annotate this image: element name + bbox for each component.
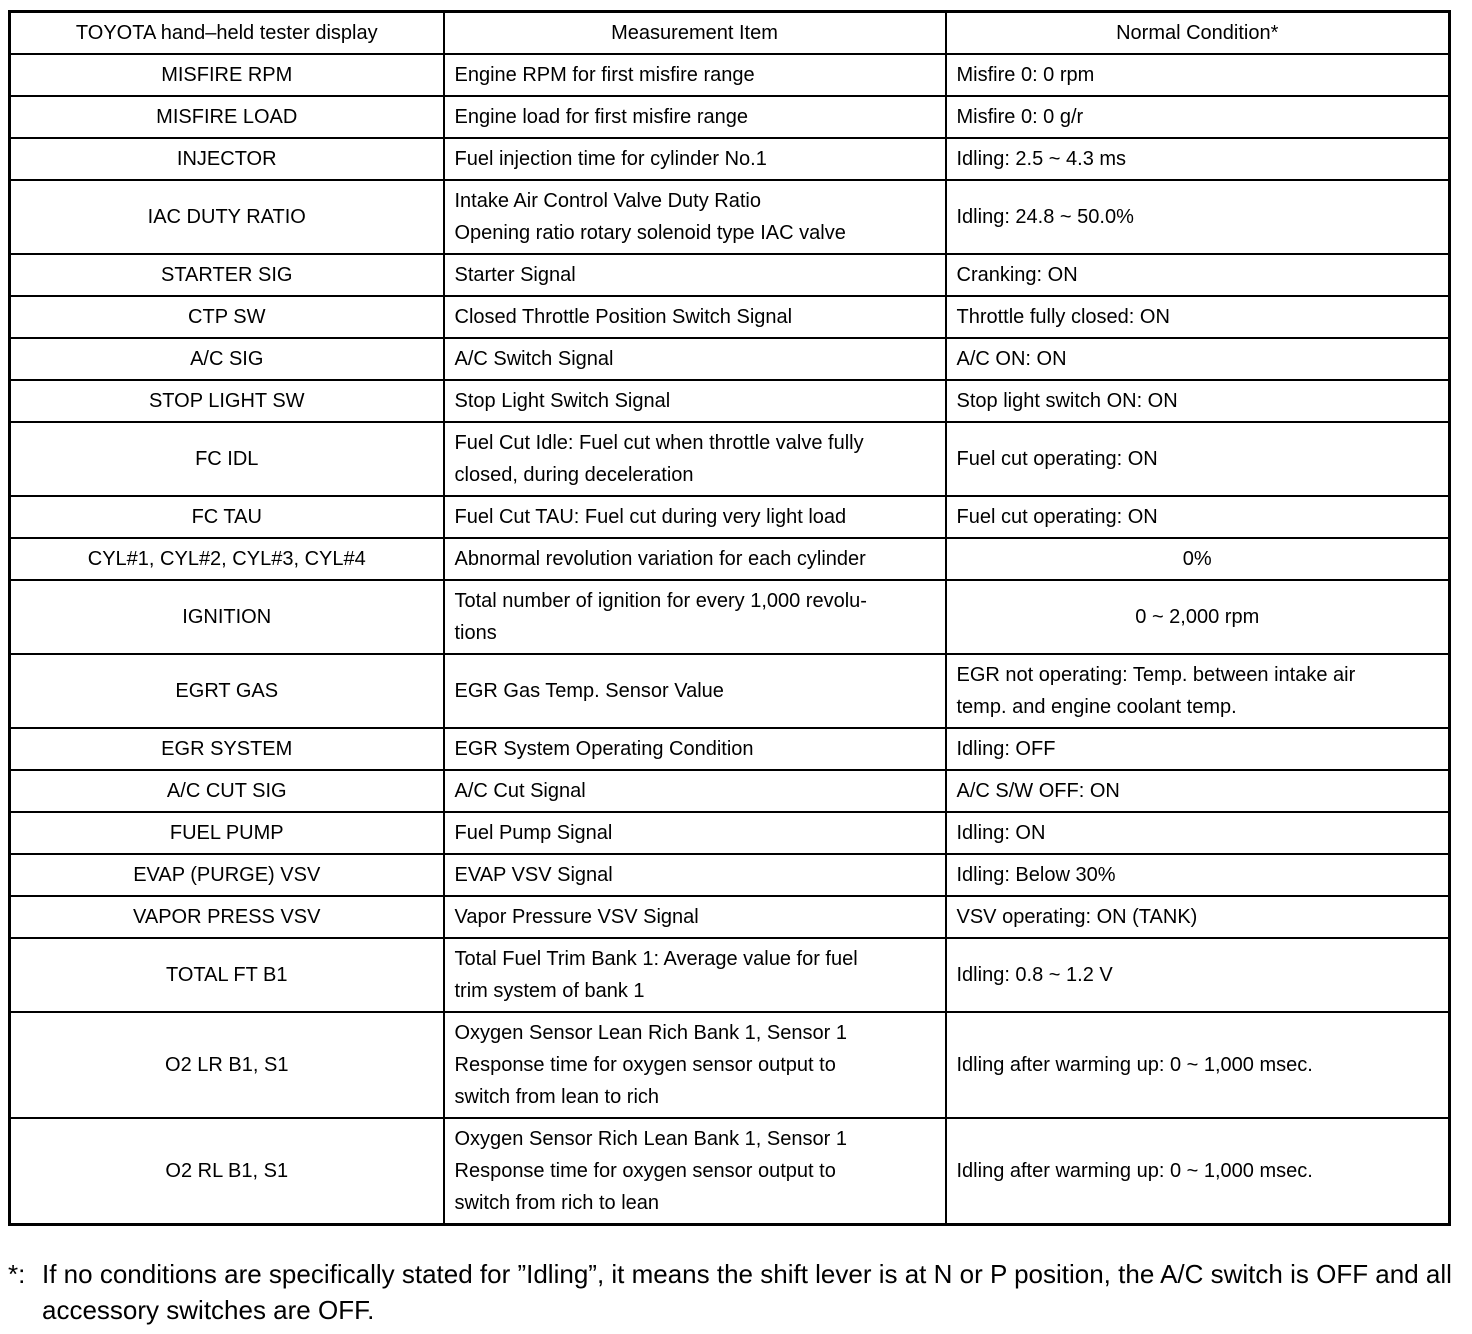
table-row xyxy=(10,938,1450,1012)
measurement-line: switch from lean to rich xyxy=(454,1086,660,1108)
measurement-line: Oxygen Sensor Lean Rich Bank 1, Sensor 1 xyxy=(454,1022,847,1044)
measurement-line: switch from rich to lean xyxy=(454,1191,660,1214)
spec-table-wrapper xyxy=(8,10,1448,1226)
measurement-item-cell xyxy=(444,812,946,854)
measurement-line: Engine load for first misfire range xyxy=(454,106,748,128)
table-row xyxy=(10,1118,1450,1224)
measurement-line: EGR System Operating Condition xyxy=(454,738,754,760)
measurement-line: EGR Gas Temp. Sensor Value xyxy=(454,680,724,702)
measurement-line: Response time for oxygen sensor output to xyxy=(454,1159,836,1182)
tester-display-cell: VAPOR PRESS VSV xyxy=(10,896,444,938)
measurement-item-cell xyxy=(444,380,946,422)
normal-condition-line: Idling after warming up: 0 ~ 1,000 msec. xyxy=(956,1054,1313,1076)
tester-display-cell: FUEL PUMP xyxy=(10,812,444,854)
footnote xyxy=(8,1256,1458,1328)
tester-display-cell: STOP LIGHT SW xyxy=(10,380,444,422)
measurement-line: Fuel Cut TAU: Fuel cut during very light load xyxy=(454,506,847,528)
measurement-line: Response time for oxygen sensor output to xyxy=(454,1054,836,1076)
table-row xyxy=(10,54,1450,96)
normal-condition-cell xyxy=(946,938,1450,1012)
table-row xyxy=(10,422,1450,496)
header-normal-condition: Normal Condition* xyxy=(946,12,1450,55)
tester-display-cell: EVAP (PURGE) VSV xyxy=(10,854,444,896)
measurement-item-cell xyxy=(444,180,946,254)
measurement-item-cell xyxy=(444,96,946,138)
measurement-line: Total number of ignition for every 1,000 revolu- xyxy=(454,590,867,612)
normal-condition-line: 0% xyxy=(1182,548,1212,570)
tester-display-cell: CYL#1, CYL#2, CYL#3, CYL#4 xyxy=(10,538,444,580)
normal-condition-line: Idling: ON xyxy=(956,822,1046,844)
measurement-item-cell xyxy=(444,938,946,1012)
normal-condition-line: Idling: 24.8 ~ 50.0% xyxy=(956,206,1134,228)
measurement-item-cell xyxy=(444,1012,946,1118)
measurement-line: Opening ratio rotary solenoid type IAC valve xyxy=(454,222,846,244)
normal-condition-cell xyxy=(946,1012,1450,1118)
measurement-item-cell xyxy=(444,580,946,654)
tester-display-cell: IAC DUTY RATIO xyxy=(10,180,444,254)
table-row xyxy=(10,854,1450,896)
measurement-item-cell xyxy=(444,654,946,728)
tester-display-cell: A/C CUT SIG xyxy=(10,770,444,812)
measurement-line: Vapor Pressure VSV Signal xyxy=(454,906,699,928)
tester-display-table xyxy=(8,10,1451,1226)
normal-condition-line: temp. and engine coolant temp. xyxy=(956,696,1237,718)
measurement-line: EVAP VSV Signal xyxy=(454,864,613,886)
normal-condition-line: Fuel cut operating: ON xyxy=(956,506,1158,528)
measurement-line: Starter Signal xyxy=(454,264,576,286)
measurement-line: Stop Light Switch Signal xyxy=(454,390,671,412)
normal-condition-line: A/C ON: ON xyxy=(956,348,1067,370)
measurement-item-cell xyxy=(444,728,946,770)
normal-condition-cell xyxy=(946,854,1450,896)
table-row xyxy=(10,338,1450,380)
tester-display-cell: MISFIRE LOAD xyxy=(10,96,444,138)
tester-display-cell: A/C SIG xyxy=(10,338,444,380)
table-body xyxy=(10,54,1450,1224)
normal-condition-line: EGR not operating: Temp. between intake air xyxy=(956,664,1356,686)
measurement-item-cell xyxy=(444,1118,946,1224)
measurement-line: Abnormal revolution variation for each cylinder xyxy=(454,548,866,570)
normal-condition-cell xyxy=(946,254,1450,296)
table-row xyxy=(10,138,1450,180)
normal-condition-cell xyxy=(946,422,1450,496)
table-row xyxy=(10,654,1450,728)
table-row xyxy=(10,770,1450,812)
tester-display-cell: CTP SW xyxy=(10,296,444,338)
normal-condition-cell xyxy=(946,338,1450,380)
normal-condition-line: Fuel cut operating: ON xyxy=(956,448,1158,470)
tester-display-cell: EGRT GAS xyxy=(10,654,444,728)
normal-condition-cell xyxy=(946,138,1450,180)
normal-condition-cell xyxy=(946,728,1450,770)
measurement-line: tions xyxy=(454,622,497,644)
normal-condition-line: Throttle fully closed: ON xyxy=(956,306,1170,328)
normal-condition-line: Idling: 2.5 ~ 4.3 ms xyxy=(956,148,1127,170)
tester-display-cell: STARTER SIG xyxy=(10,254,444,296)
tester-display-cell: O2 RL B1, S1 xyxy=(10,1118,444,1224)
normal-condition-line: Misfire 0: 0 g/r xyxy=(956,106,1084,128)
tester-display-cell: TOTAL FT B1 xyxy=(10,938,444,1012)
normal-condition-line: Idling: Below 30% xyxy=(956,864,1116,886)
normal-condition-cell xyxy=(946,770,1450,812)
measurement-line: Fuel Cut Idle: Fuel cut when throttle valve fully xyxy=(454,432,864,454)
measurement-item-cell xyxy=(444,770,946,812)
normal-condition-cell xyxy=(946,296,1450,338)
measurement-line: A/C Cut Signal xyxy=(454,780,586,802)
normal-condition-cell xyxy=(946,54,1450,96)
tester-display-cell: O2 LR B1, S1 xyxy=(10,1012,444,1118)
measurement-line: Intake Air Control Valve Duty Ratio xyxy=(454,190,761,212)
header-tester-display: TOYOTA hand–held tester display xyxy=(10,12,444,55)
footnote-text: If no conditions are specifically stated for ”Idling”, it means the shift lever is at N or P position, the A/C switch is OFF and all accessory switches are OFF. xyxy=(42,1259,1452,1325)
table-row xyxy=(10,538,1450,580)
header-measurement-item: Measurement Item xyxy=(444,12,946,55)
measurement-item-cell xyxy=(444,496,946,538)
table-row xyxy=(10,380,1450,422)
table-row xyxy=(10,812,1450,854)
normal-condition-line: 0 ~ 2,000 rpm xyxy=(1135,606,1260,628)
normal-condition-cell xyxy=(946,496,1450,538)
tester-display-cell: IGNITION xyxy=(10,580,444,654)
normal-condition-line: VSV operating: ON (TANK) xyxy=(956,906,1198,928)
normal-condition-cell xyxy=(946,896,1450,938)
measurement-item-cell xyxy=(444,896,946,938)
normal-condition-line: Stop light switch ON: ON xyxy=(956,390,1178,412)
measurement-item-cell xyxy=(444,538,946,580)
measurement-line: Total Fuel Trim Bank 1: Average value for fuel xyxy=(454,948,858,970)
measurement-item-cell xyxy=(444,338,946,380)
measurement-line: closed, during deceleration xyxy=(454,464,694,486)
measurement-line: A/C Switch Signal xyxy=(454,348,614,370)
normal-condition-cell xyxy=(946,1118,1450,1224)
normal-condition-line: Idling: OFF xyxy=(956,738,1056,760)
measurement-item-cell xyxy=(444,138,946,180)
normal-condition-cell xyxy=(946,180,1450,254)
measurement-line: trim system of bank 1 xyxy=(454,980,645,1002)
normal-condition-cell xyxy=(946,96,1450,138)
measurement-line: Fuel Pump Signal xyxy=(454,822,613,844)
measurement-item-cell xyxy=(444,422,946,496)
table-row xyxy=(10,896,1450,938)
measurement-line: Fuel injection time for cylinder No.1 xyxy=(454,148,767,170)
normal-condition-line: A/C S/W OFF: ON xyxy=(956,780,1120,802)
table-header-row xyxy=(10,12,1450,55)
table-row xyxy=(10,728,1450,770)
measurement-line: Engine RPM for first misfire range xyxy=(454,64,755,86)
measurement-line: Closed Throttle Position Switch Signal xyxy=(454,306,793,328)
normal-condition-cell xyxy=(946,580,1450,654)
normal-condition-cell xyxy=(946,654,1450,728)
tester-display-cell: MISFIRE RPM xyxy=(10,54,444,96)
table-row xyxy=(10,1012,1450,1118)
table-row xyxy=(10,580,1450,654)
table-row xyxy=(10,296,1450,338)
footnote-mark: *: xyxy=(8,1259,26,1289)
tester-display-cell: FC IDL xyxy=(10,422,444,496)
normal-condition-line: Idling: 0.8 ~ 1.2 V xyxy=(956,964,1113,986)
normal-condition-cell xyxy=(946,538,1450,580)
normal-condition-cell xyxy=(946,812,1450,854)
normal-condition-line: Misfire 0: 0 rpm xyxy=(956,64,1095,86)
normal-condition-line: Cranking: ON xyxy=(956,264,1078,286)
measurement-line: Oxygen Sensor Rich Lean Bank 1, Sensor 1 xyxy=(454,1127,847,1150)
measurement-item-cell xyxy=(444,54,946,96)
tester-display-cell: EGR SYSTEM xyxy=(10,728,444,770)
measurement-item-cell xyxy=(444,854,946,896)
normal-condition-cell xyxy=(946,380,1450,422)
table-row xyxy=(10,254,1450,296)
measurement-item-cell xyxy=(444,254,946,296)
table-row xyxy=(10,96,1450,138)
table-row xyxy=(10,496,1450,538)
normal-condition-line: Idling after warming up: 0 ~ 1,000 msec. xyxy=(956,1159,1313,1182)
measurement-item-cell xyxy=(444,296,946,338)
tester-display-cell: INJECTOR xyxy=(10,138,444,180)
table-row xyxy=(10,180,1450,254)
tester-display-cell: FC TAU xyxy=(10,496,444,538)
